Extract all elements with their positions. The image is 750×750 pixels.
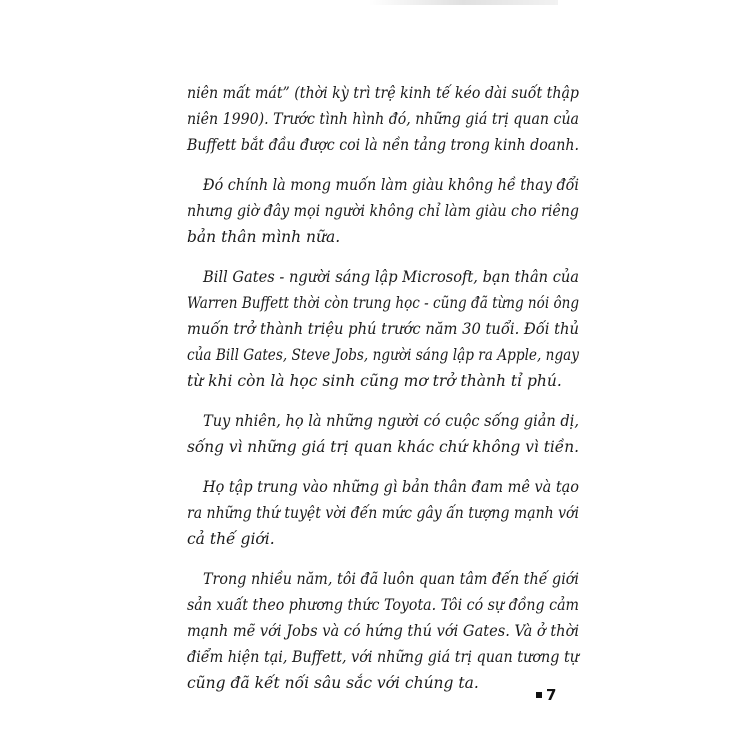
paragraph — [187, 566, 577, 696]
paragraph — [187, 80, 577, 158]
scan-edge-mark — [368, 0, 558, 5]
paragraph — [187, 264, 577, 394]
page-number — [536, 686, 556, 704]
text-line: muốn trở thành triệu phú trước năm 30 tuổi. Đối thủ — [187, 320, 579, 338]
text-line: của Bill Gates, Steve Jobs, người sáng lập ra Apple, ngay — [187, 346, 579, 364]
text-line: Họ tập trung vào những gì bản thân đam mê và tạo — [203, 478, 579, 496]
text-line: bản thân mình nữa. — [187, 228, 341, 246]
text-line: Trong nhiều năm, tôi đã luôn quan tâm đến thế giới — [203, 570, 579, 588]
paragraph — [187, 474, 577, 552]
text-line: điểm hiện tại, Buffett, với những giá trị quan tương tự — [187, 648, 579, 666]
text-line: cũng đã kết nối sâu sắc với chúng ta. — [187, 674, 479, 692]
text-line: sản xuất theo phương thức Toyota. Tôi có sự đồng cảm — [187, 596, 579, 614]
text-line: mạnh mẽ với Jobs và có hứng thú với Gates. Và ở thời — [187, 622, 579, 640]
body-text — [187, 80, 577, 710]
text-line: cả thế giới. — [187, 530, 275, 548]
paragraph — [187, 172, 577, 250]
text-line: Đó chính là mong muốn làm giàu không hề thay đổi — [203, 176, 579, 194]
page-number-bullet-icon — [536, 692, 542, 698]
text-line: Bill Gates - người sáng lập Microsoft, bạn thân của — [203, 268, 579, 286]
text-line: Buffett bắt đầu được coi là nền tảng trong kinh doanh. — [187, 136, 579, 154]
paragraph — [187, 408, 577, 460]
text-line: từ khi còn là học sinh cũng mơ trở thành tỉ phú. — [187, 372, 562, 390]
text-line: Tuy nhiên, họ là những người có cuộc sống giản dị, — [203, 412, 579, 430]
text-line: Warren Buffett thời còn trung học - cũng đã từng nói ông — [187, 294, 579, 312]
text-line: niên mất mát” (thời kỳ trì trệ kinh tế kéo dài suốt thập — [187, 84, 579, 102]
text-line: niên 1990). Trước tình hình đó, những giá trị quan của — [187, 110, 579, 128]
page-number-value: 7 — [546, 686, 557, 704]
text-line: nhưng giờ đây mọi người không chỉ làm giàu cho riêng — [187, 202, 579, 220]
text-line: sống vì những giá trị quan khác chứ không vì tiền. — [187, 438, 579, 456]
text-line: ra những thứ tuyệt vời đến mức gây ấn tượng mạnh với — [187, 504, 579, 522]
